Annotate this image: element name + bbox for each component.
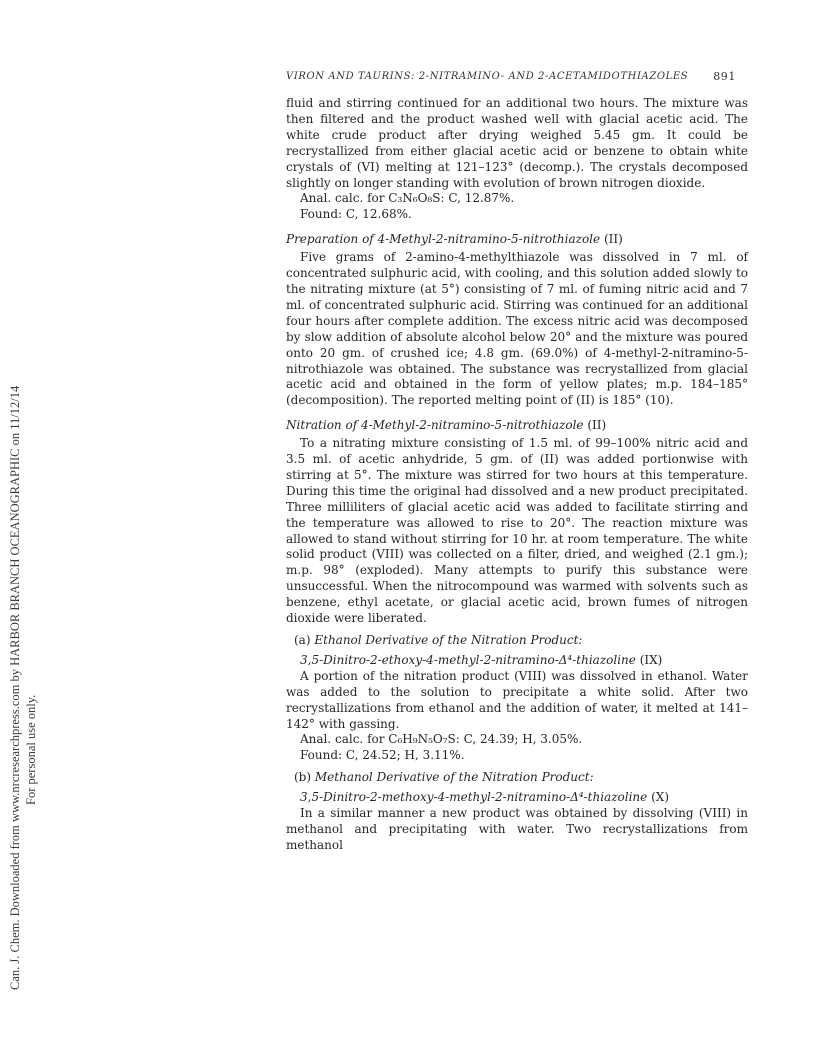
analysis-calculated: Anal. calc. for C₆H₉N₅O₇S: C, 24.39; H, 3.05%. (300, 732, 583, 747)
subsection-title: Methanol Derivative of the Nitration Product: (314, 770, 594, 785)
analysis-calculated: Anal. calc. for C₃N₆O₈S: C, 12.87%. (300, 191, 515, 206)
heading-text: Preparation of 4-Methyl-2-nitramino-5-nitrothiazole (286, 232, 601, 247)
running-head-title: VIRON AND TAURINS: 2-NITRAMINO- AND 2-ACETAMIDOTHIAZOLES (286, 71, 689, 82)
section-heading-nitration (286, 418, 748, 434)
article-body (286, 96, 748, 854)
analysis-found: Found: C, 12.68%. (300, 207, 412, 222)
heading-compound-number: (II) (603, 232, 623, 247)
compound-name-methanol (286, 790, 748, 806)
compound-number: (IX) (639, 652, 663, 667)
compound-name: 3,5-Dinitro-2-methoxy-4-methyl-2-nitramino-Δ⁴-thiazoline (300, 790, 648, 805)
paragraph-methanol: In a similar manner a new product was obtained by dissolving (VIII) in methanol and precipitating with water. Two recrystallizations from methanol (286, 806, 748, 852)
subsection-label: (a) (294, 633, 311, 647)
section-heading-preparation (286, 232, 748, 248)
subsection-heading-methanol (286, 770, 748, 786)
subsection-heading-ethanol (286, 633, 748, 649)
paragraph-continuation: fluid and stirring continued for an additional two hours. The mixture was then filtered and the product washed well with glacial acetic acid. The white crude product after drying weighed 5.45 gm. It could be recrystallized from either glacial acetic acid or benzene to obtain white crystals of (VI) melting at 121–123° (decomp.). The crystals decomposed slightly on longer standing with evolution of brown nitrogen dioxide. (286, 96, 748, 190)
personal-use-notice: For personal use only. (24, 694, 38, 805)
page-number: 891 (713, 70, 736, 83)
download-watermark (8, 210, 48, 990)
subsection-title: Ethanol Derivative of the Nitration Product: (314, 633, 583, 647)
heading-text: Nitration of 4-Methyl-2-nitramino-5-nitrothiazole (286, 418, 584, 433)
compound-number: (X) (651, 790, 669, 805)
compound-name-ethanol (286, 653, 748, 669)
running-head (286, 70, 746, 84)
subsection-label: (b) (294, 770, 312, 785)
compound-name: 3,5-Dinitro-2-ethoxy-4-methyl-2-nitramino-Δ⁴-thiazoline (300, 652, 636, 667)
heading-compound-number: (II) (587, 418, 607, 433)
paragraph-preparation: Five grams of 2-amino-4-methylthiazole was dissolved in 7 ml. of concentrated sulphuric acid, with cooling, and this solution added slowly to the nitrating mixture (at 5°) consisting of 7 ml. of fuming nitric acid and 7 ml. of concentrated sulphuric acid. Stirring was continued for an additional four hours after complete addition. The excess nitric acid was decomposed by slow addition of absolute alcohol below 20° and the mixture was poured onto 20 gm. of crushed ice; 4.8 gm. (69.0%) of 4-methyl-2-nitramino-5-nitrothiazole was obtained. The substance was recrystallized from glacial acetic acid and obtained in the form of yellow plates; m.p. 184–185° (decomposition). The reported melting point of (II) is 185° (10). (286, 250, 748, 408)
paragraph-nitration: To a nitrating mixture consisting of 1.5 ml. of 99–100% nitric acid and 3.5 ml. of acetic anhydride, 5 gm. of (II) was added portionwise with stirring at 5°. The mixture was stirred for two hours at this temperature. During this time the original had dissolved and a new product precipitated. Three milliliters of glacial acetic acid was added to facilitate stirring and the temperature was allowed to rise to 20°. The reaction mixture was allowed to stand without stirring for 10 hr. at room temperature. The white solid product (VIII) was collected on a filter, dried, and weighed (2.1 gm.); m.p. 98° (exploded). Many attempts to purify this substance were unsuccessful. When the nitrocompound was warmed with solvents such as benzene, ethyl acetate, or glacial acetic acid, brown fumes of nitrogen dioxide were liberated. (286, 436, 748, 626)
download-notice: Can. J. Chem. Downloaded from www.nrcresearchpress.com by HARBOR BRANCH OCEANOGRAPHIC on 11/12/14 (8, 385, 22, 990)
paragraph-ethanol: A portion of the nitration product (VIII) was dissolved in ethanol. Water was added to the solution to precipitate a white solid. After two recrystallizations from ethanol and the addition of water, it melted at 141–142° with gassing. (286, 668, 748, 731)
analysis-found: Found: C, 24.52; H, 3.11%. (300, 748, 465, 763)
